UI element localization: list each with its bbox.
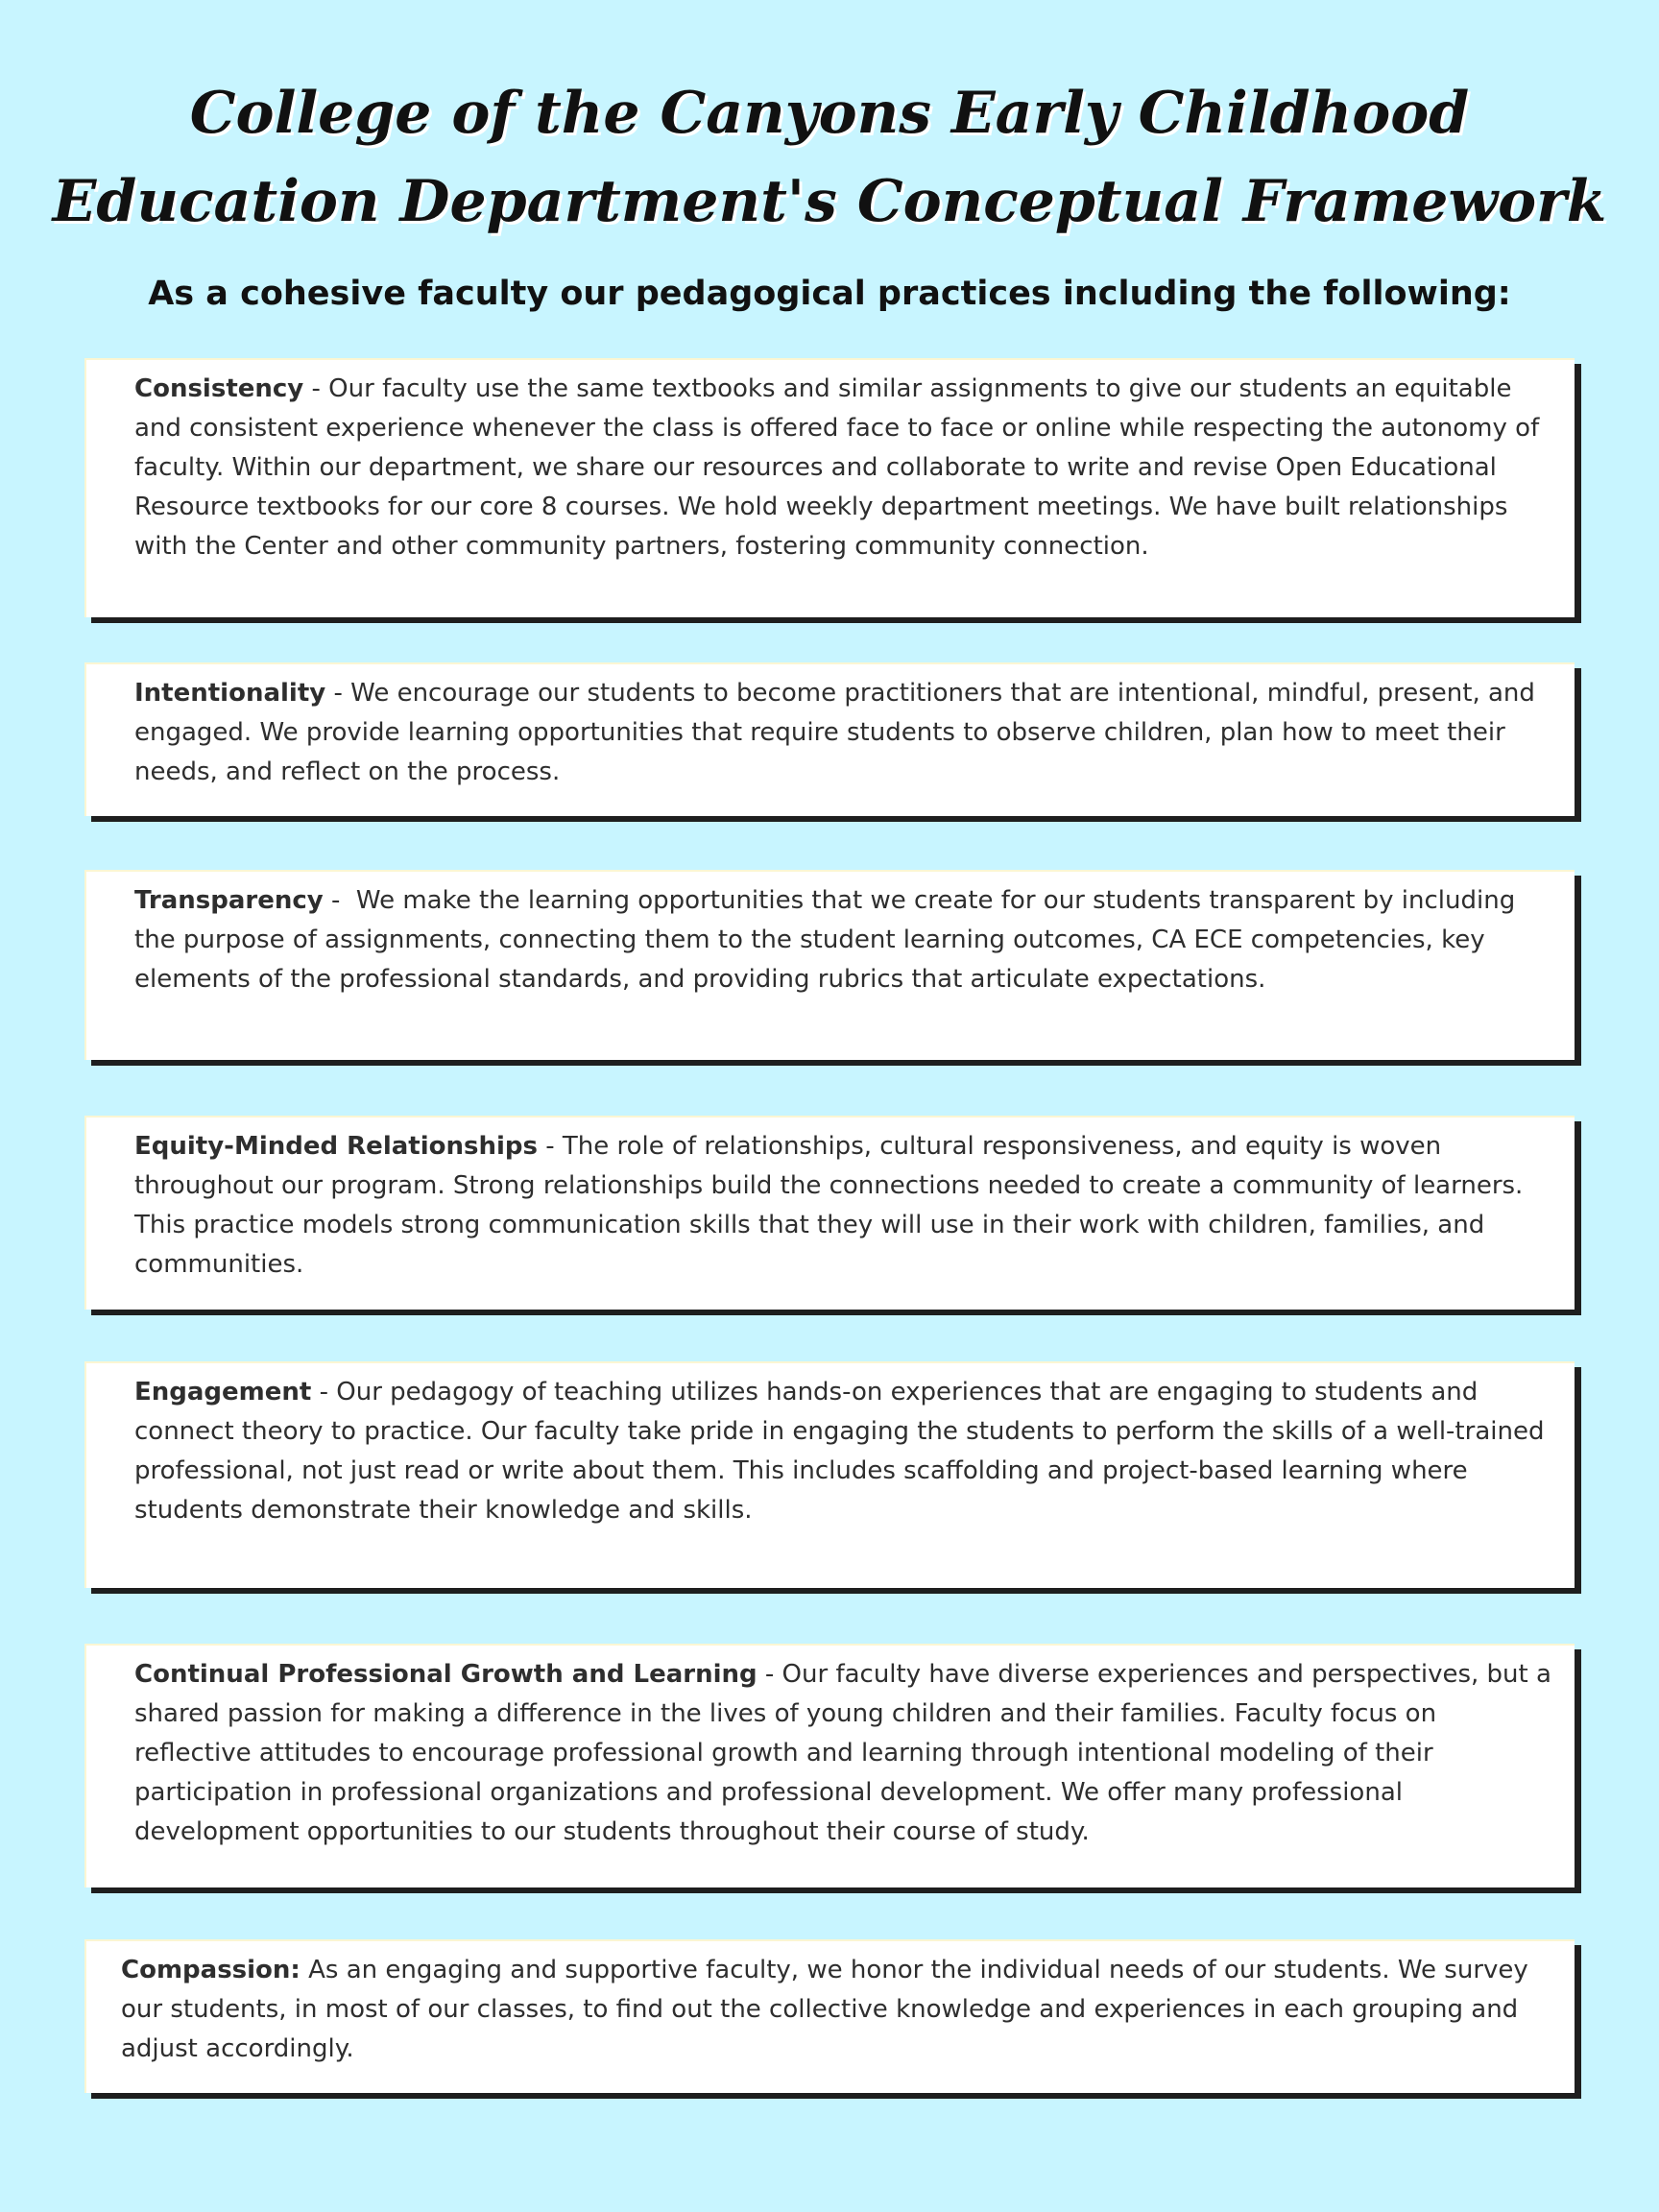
practice-card-transparency bbox=[84, 870, 1575, 1060]
page-title-line-2: Education Department's Conceptual Framework bbox=[52, 168, 1607, 235]
practice-term: Compassion: bbox=[121, 1956, 301, 1984]
practice-paragraph bbox=[134, 1373, 1555, 1530]
page-title-line-1: College of the Canyons Early Childhood bbox=[189, 80, 1470, 147]
practice-description: Our faculty have diverse experiences and perspectives, but a shared passion for making a difference in the lives of young children and their families. Faculty focus on reflective attitudes to encourage professional growth and learning through intentional modeling of their participation in professional organizations and professional development. We offer many professional development opportunities to our students throughout their course of study. bbox=[134, 1660, 1551, 1846]
practice-card-intentionality bbox=[84, 662, 1575, 816]
practice-description: The role of relationships, cultural responsiveness, and equity is woven throughout our program. Strong relationships build the connections needed to create a community of learners. This practice models strong communication skills that they will use in their work with children, families, and communities. bbox=[134, 1132, 1524, 1279]
practice-description: We make the learning opportunities that we create for our students transparent by including the purpose of assignments, connecting them to the student learning outcomes, CA ECE competencies, key elements of the professional standards, and providing rubrics that articulate expectations. bbox=[134, 886, 1516, 994]
practice-paragraph bbox=[134, 674, 1555, 792]
practice-separator: - bbox=[325, 679, 351, 708]
practice-term: Engagement bbox=[134, 1378, 312, 1407]
practice-paragraph bbox=[134, 1127, 1555, 1285]
practice-description: As an engaging and supportive faculty, we honor the individual needs of our students. We survey our students, in most of our classes, to find out the collective knowledge and experiences in each grouping and adjust accordingly. bbox=[121, 1956, 1528, 2063]
practice-term: Transparency bbox=[134, 886, 324, 915]
practice-card-equity-minded-relationships bbox=[84, 1116, 1575, 1310]
practice-paragraph bbox=[121, 1951, 1555, 2069]
practice-card-compassion bbox=[84, 1939, 1575, 2093]
practice-term: Consistency bbox=[134, 374, 304, 403]
practice-term: Continual Professional Growth and Learning bbox=[134, 1660, 757, 1689]
practice-separator: - bbox=[323, 886, 356, 915]
practice-separator: - bbox=[537, 1132, 563, 1161]
practice-paragraph bbox=[134, 881, 1555, 999]
practice-description: Our faculty use the same textbooks and similar assignments to give our students an equitable and consistent experience whenever the class is offered face to face or online while respecting the autonomy of faculty. Within our department, we share our resources and collaborate to write and revise Open Educational Resource textbooks for our core 8 courses. We hold weekly department meetings. We have built relationships with the Center and other community partners, fostering community connection. bbox=[134, 374, 1540, 561]
practice-separator: - bbox=[757, 1660, 782, 1689]
practice-card-continual-professional-growth bbox=[84, 1644, 1575, 1887]
practice-description: Our pedagogy of teaching utilizes hands-on experiences that are engaging to students and connect theory to practice. Our faculty take pride in engaging the students to perform the skills of a well-trained professional, not just read or write about them. This includes scaffolding and project-based learning where students demonstrate their knowledge and skills. bbox=[134, 1378, 1545, 1525]
page-subtitle: As a cohesive faculty our pedagogical practices including the following: bbox=[148, 275, 1511, 313]
practice-card-consistency bbox=[84, 358, 1575, 617]
practice-card-engagement bbox=[84, 1361, 1575, 1588]
practice-term: Equity-Minded Relationships bbox=[134, 1132, 538, 1161]
practice-separator bbox=[301, 1956, 308, 1984]
practice-description: We encourage our students to become practitioners that are intentional, mindful, present, and engaged. We provide learning opportunities that require students to observe children, plan how to meet their needs, and reflect on the process. bbox=[134, 679, 1535, 786]
practice-paragraph bbox=[134, 370, 1555, 566]
practice-paragraph bbox=[134, 1655, 1555, 1852]
practice-term: Intentionality bbox=[134, 679, 326, 708]
page-title bbox=[0, 69, 1659, 246]
practice-separator: - bbox=[303, 374, 329, 403]
practice-separator: - bbox=[311, 1378, 337, 1407]
